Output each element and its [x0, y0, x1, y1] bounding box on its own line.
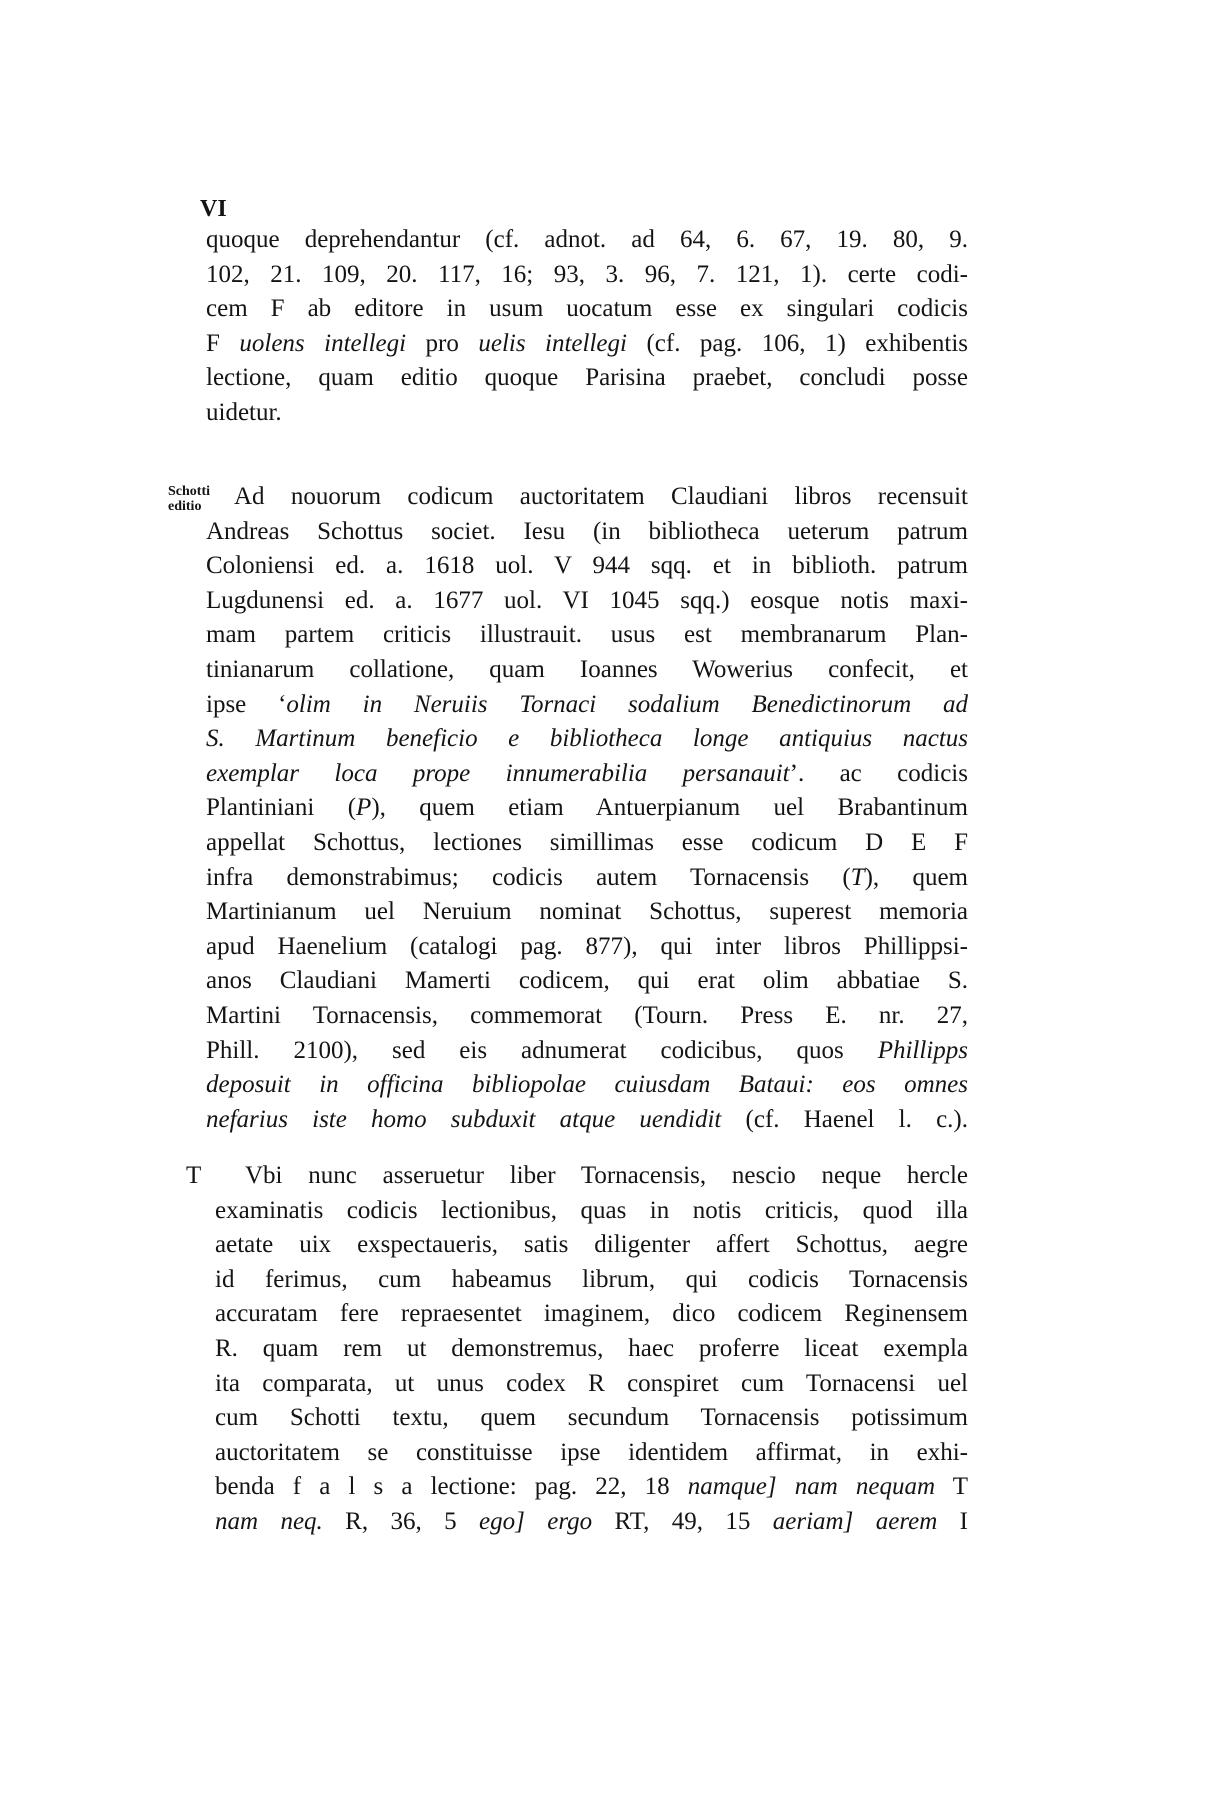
text-line [215, 1297, 968, 1332]
text-segment: ipse ‘ [206, 690, 287, 718]
text-segment: accuratam fere repraesentet imaginem, dico codicem Reginensem [215, 1300, 968, 1328]
text-segment: aetate uix exspectaueris, satis diligenter affert Schottus, aegre [215, 1231, 968, 1259]
text-segment: id ferimus, cum habeamus librum, qui codicis Tornacensis [215, 1265, 968, 1293]
text-segment: lectione, quam editio quoque Parisina praebet, concludi posse [206, 364, 968, 392]
text-line [206, 653, 968, 688]
text-segment: F [206, 329, 240, 357]
text-segment: mam partem criticis illustrauit. usus est membranarum Plan- [206, 621, 968, 649]
text-segment: R. quam rem ut demonstremus, haec proferre liceat exempla [215, 1334, 968, 1362]
italic-text: exemplar loca prope innumerabilia persanauit [206, 759, 790, 787]
italic-text: uolens intellegi [239, 329, 407, 357]
text-line [215, 1228, 968, 1263]
text-line [206, 826, 968, 861]
page-number: VI [200, 196, 227, 222]
italic-text: aeriam] aerem [772, 1507, 938, 1535]
text-segment: ), quem etiam Antuerpianum uel Brabantinum [371, 794, 969, 822]
italic-text: P [356, 794, 372, 822]
text-line [215, 1505, 968, 1540]
margin-note-line: editio [168, 499, 202, 514]
italic-text: nefarius iste homo subduxit atque uendidit [206, 1105, 722, 1133]
text-segment: Martini Tornacensis, commemorat (Tourn. Press E. nr. 27, [206, 1001, 968, 1029]
text-line [206, 930, 968, 965]
text-line [215, 1436, 968, 1471]
text-segment: 102, 21. 109, 20. 117, 16; 93, 3. 96, 7. 121, 1). certe codi- [206, 260, 968, 288]
text-segment: ita comparata, ut unus codex R conspiret cum Tornacensi uel [215, 1369, 968, 1397]
italic-text: namque] nam nequam [687, 1473, 936, 1501]
text-segment: Lugdunensi ed. a. 1677 uol. VI 1045 sqq.) eosque notis maxi- [206, 586, 968, 614]
paragraph-1 [206, 223, 968, 431]
paragraph-2 [206, 480, 968, 1137]
text-line [215, 1263, 968, 1298]
italic-text: Phillipps [877, 1036, 968, 1064]
italic-text: T [850, 863, 865, 891]
italic-text: deposuit in officina bibliopolae cuiusdam Bataui: eos omnes [206, 1071, 968, 1099]
text-segment: apud Haenelium (catalogi pag. 877), qui inter libros Phillippsi- [206, 932, 968, 960]
text-segment: pro [406, 329, 479, 357]
text-line [206, 791, 968, 826]
text-line [206, 895, 968, 930]
text-line [206, 1068, 968, 1103]
text-line [206, 688, 968, 723]
margin-note-t: T [186, 1162, 202, 1189]
text-segment: (cf. pag. 106, 1) exhibentis [626, 329, 969, 357]
text-segment: appellat Schottus, lectiones simillimas esse codicum D E F [206, 828, 968, 856]
text-line [206, 861, 968, 896]
text-line [206, 757, 968, 792]
text-line [206, 223, 968, 258]
text-segment: Vbi nunc asseruetur liber Tornacensis, nescio neque hercle [245, 1162, 968, 1189]
text-line [206, 999, 968, 1034]
text-segment: tinianarum collatione, quam Ioannes Wowerius confecit, et [206, 655, 968, 683]
text-segment: quoque deprehendantur (cf. adnot. ad 64, 6. 67, 19. 80, 9. [206, 226, 968, 253]
text-line [215, 1194, 968, 1229]
text-segment: ), quem [864, 863, 968, 891]
text-line [206, 258, 968, 293]
italic-text: ego] ergo [479, 1507, 593, 1535]
text-segment: Ad nouorum codicum auctoritatem Claudiani libros recensuit [234, 483, 968, 510]
text-line [206, 396, 968, 431]
text-line [206, 515, 968, 550]
text-segment: T [935, 1473, 968, 1501]
text-segment: Plantiniani ( [206, 794, 357, 822]
text-line [206, 1103, 968, 1138]
italic-text: uelis intellegi [478, 329, 627, 357]
text-segment: RT, 49, 15 [592, 1507, 773, 1535]
text-segment: Coloniensi ed. a. 1618 uol. V 944 sqq. et in biblioth. patrum [206, 552, 968, 580]
text-segment: Andreas Schottus societ. Iesu (in bibliotheca ueterum patrum [206, 517, 968, 545]
text-segment: uidetur. [206, 398, 282, 426]
text-segment: infra demonstrabimus; codicis autem Tornacensis ( [206, 863, 851, 891]
text-segment: examinatis codicis lectionibus, quas in notis criticis, quod illa [215, 1196, 968, 1224]
text-segment: Martinianum uel Neruium nominat Schottus, superest memoria [206, 898, 968, 926]
margin-note-line: Schotti [168, 484, 210, 499]
text-segment: (cf. Haenel l. c.). [721, 1105, 968, 1133]
text-line [206, 549, 968, 584]
text-segment: R, 36, 5 [322, 1507, 480, 1535]
text-line [206, 584, 968, 619]
paragraph-3 [215, 1159, 968, 1540]
text-segment: cem F ab editore in usum uocatum esse ex singulari codicis [206, 295, 968, 323]
text-line [206, 618, 968, 653]
text-line [215, 1159, 968, 1194]
text-line [215, 1367, 968, 1402]
italic-text: nam neq. [215, 1507, 323, 1535]
text-segment: benda f a l s a lectione: pag. 22, 18 [215, 1473, 688, 1501]
text-segment: anos Claudiani Mamerti codicem, qui erat olim abbatiae S. [206, 967, 968, 995]
text-segment: cum Schotti textu, quem secundum Tornacensis potissimum [215, 1404, 968, 1432]
margin-note-schotti-editio [168, 484, 210, 514]
text-line [215, 1401, 968, 1436]
text-line [206, 722, 968, 757]
text-line [206, 292, 968, 327]
text-line [215, 1332, 968, 1367]
text-line [206, 1034, 968, 1069]
text-line [206, 361, 968, 396]
text-segment: I [937, 1507, 968, 1535]
text-line [206, 327, 968, 362]
text-segment: Phill. 2100), sed eis adnumerat codicibus, quos [206, 1036, 878, 1064]
italic-text: S. Martinum beneficio e bibliotheca longe antiquius nactus [206, 725, 968, 753]
italic-text: olim in Neruiis Tornaci sodalium Benedictinorum ad [286, 690, 968, 718]
text-line [206, 964, 968, 999]
text-segment: ’. ac codicis [789, 759, 968, 787]
text-segment: auctoritatem se constituisse ipse identidem affirmat, in exhi- [215, 1438, 968, 1466]
text-line [206, 480, 968, 515]
text-line [215, 1470, 968, 1505]
